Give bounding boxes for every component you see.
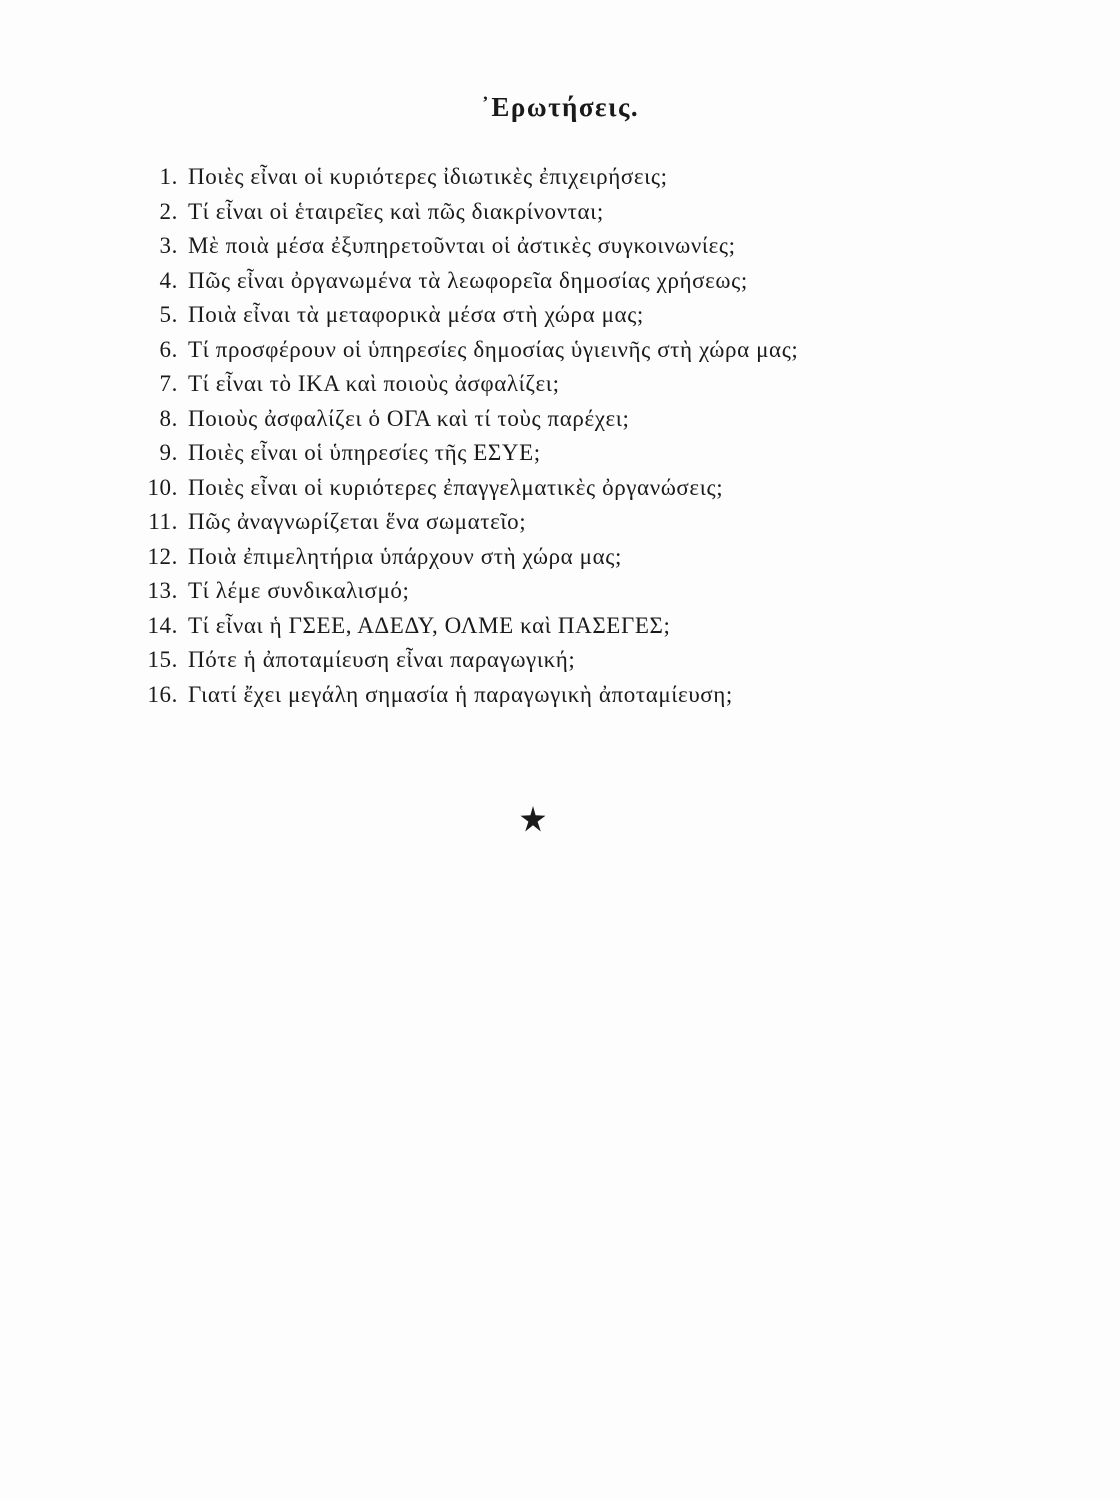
question-text: Ποιὲς εἶναι οἱ κυριότερες ἰδιωτικὲς ἐπιχειρήσεις; xyxy=(188,164,668,189)
question-number: 5. xyxy=(159,302,178,327)
question-text: Τί εἶναι ἡ ΓΣΕΕ, ΑΔΕΔΥ, ΟΛΜΕ καὶ ΠΑΣΕΓΕΣ; xyxy=(188,612,671,638)
star-ornament-shape xyxy=(521,806,546,832)
question-number: 11. xyxy=(148,509,178,534)
question-item xyxy=(120,436,1020,471)
page-title: ᾿Ερωτήσεις. xyxy=(480,92,640,122)
question-item xyxy=(120,505,1020,540)
question-number: 15. xyxy=(147,647,178,672)
question-text: Πῶς εἶναι ὀργανωμένα τὰ λεωφορεῖα δημοσίας χρήσεως; xyxy=(188,267,748,293)
question-number: 13. xyxy=(147,578,178,603)
question-number: 6. xyxy=(159,336,178,362)
question-item xyxy=(120,471,1020,506)
question-number: 2. xyxy=(159,198,178,224)
question-text: Μὲ ποιὰ μέσα ἐξυπηρετοῦνται οἱ ἀστικὲς συγκοινωνίες; xyxy=(188,233,736,258)
question-text: Ποιὲς εἶναι οἱ κυριότερες ἐπαγγελματικὲς ὀργανώσεις; xyxy=(188,474,724,500)
question-number: 3. xyxy=(159,233,178,258)
question-number: 12. xyxy=(147,543,178,569)
question-text: Τί λέμε συνδικαλισμό; xyxy=(188,578,410,603)
question-text: Ποιὲς εἶναι οἱ ὑπηρεσίες τῆς ΕΣΥΕ; xyxy=(188,440,541,465)
question-item xyxy=(120,540,1020,575)
question-item xyxy=(120,333,1020,368)
question-number: 8. xyxy=(159,405,178,431)
question-number: 1. xyxy=(159,164,178,189)
question-item xyxy=(120,229,1020,264)
question-item xyxy=(120,160,1020,195)
question-text: Πῶς ἀναγνωρίζεται ἕνα σωματεῖο; xyxy=(188,509,527,534)
question-text: Ποιὰ ἐπιμελητήρια ὑπάρχουν στὴ χώρα μας; xyxy=(188,543,622,569)
question-text: Τί προσφέρουν οἱ ὑπηρεσίες δημοσίας ὑγιεινῆς στὴ χώρα μας; xyxy=(188,336,799,362)
question-item xyxy=(120,195,1020,230)
question-number: 16. xyxy=(147,681,178,707)
question-item xyxy=(120,298,1020,333)
question-item xyxy=(120,367,1020,402)
question-text: Τί εἶναι οἱ ἑταιρεῖες καὶ πῶς διακρίνονται; xyxy=(188,198,604,224)
question-text: Πότε ἡ ἀποταμίευση εἶναι παραγωγική; xyxy=(188,647,576,672)
question-number: 9. xyxy=(159,440,178,465)
question-text: Γιατί ἔχει μεγάλη σημασία ἡ παραγωγικὴ ἀποταμίευση; xyxy=(188,681,733,707)
question-text: Ποιὰ εἶναι τὰ μεταφορικὰ μέσα στὴ χώρα μας; xyxy=(188,302,644,327)
question-item xyxy=(120,609,1020,644)
question-list xyxy=(120,160,1020,712)
question-number: 10. xyxy=(147,474,178,500)
question-item xyxy=(120,678,1020,713)
question-text: Τί εἶναι τὸ ΙΚΑ καὶ ποιοὺς ἀσφαλίζει; xyxy=(188,371,560,396)
question-item xyxy=(120,402,1020,437)
question-number: 14. xyxy=(147,612,178,638)
question-number: 4. xyxy=(159,267,178,293)
question-item xyxy=(120,574,1020,609)
question-number: 7. xyxy=(159,371,178,396)
question-item xyxy=(120,264,1020,299)
question-text: Ποιοὺς ἀσφαλίζει ὁ ΟΓΑ καὶ τί τοὺς παρέχει; xyxy=(188,405,630,431)
star-ornament-icon xyxy=(518,804,548,834)
question-item xyxy=(120,643,1020,678)
